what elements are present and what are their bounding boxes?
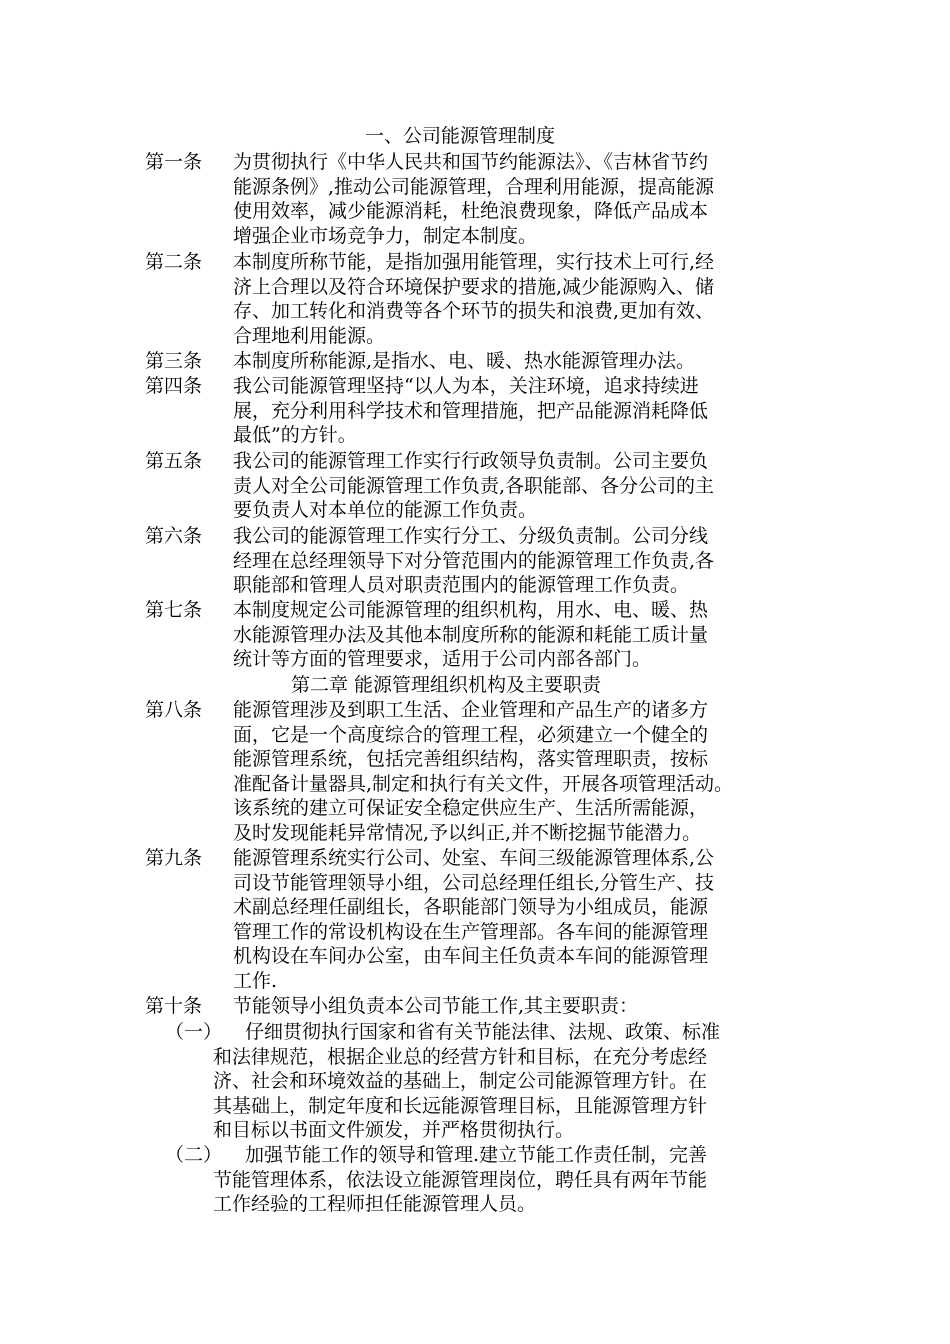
article-body bbox=[233, 994, 823, 1019]
article-label: 第十条 bbox=[145, 995, 203, 1017]
clause-line: 济、社会和环境效益的基础上，制定公司能源管理方针。在 bbox=[213, 1070, 708, 1092]
clause-label: （二） bbox=[165, 1144, 223, 1166]
article-line: 本制度规定公司能源管理的组织机构，用水、电、暖、热 bbox=[233, 599, 709, 621]
article-label: 第二条 bbox=[145, 251, 203, 273]
article-line: 该系统的建立可保证安全稳定供应生产、生活所需能源， bbox=[233, 797, 709, 819]
article-line: 能源管理系统实行公司、处室、车间三级能源管理体系,公 bbox=[233, 847, 715, 869]
article-line: 职能部和管理人员对职责范围内的能源管理工作负责。 bbox=[233, 574, 690, 596]
article-body bbox=[233, 150, 823, 248]
clause-line: 节能管理体系，依法设立能源管理岗位，聘任具有两年节能 bbox=[213, 1168, 708, 1191]
article-line: 水能源管理办法及其他本制度所称的能源和耗能工质计量 bbox=[233, 623, 709, 646]
clause-line: 仔细贯彻执行国家和省有关节能法律、法规、政策、标准 bbox=[245, 1021, 721, 1043]
article-label: 第四条 bbox=[145, 375, 203, 397]
article-body bbox=[233, 524, 823, 598]
article-line: 我公司的能源管理工作实行分工、分级负责制。公司分线 bbox=[233, 525, 709, 547]
clause-line: 和目标以书面文件颁发，并严格贯彻执行。 bbox=[213, 1119, 575, 1141]
article-line: 统计等方面的管理要求，适用于公司内部各部门。 bbox=[233, 648, 652, 670]
article-line: 经理在总经理领导下对分管范围内的能源管理工作负责,各 bbox=[233, 549, 715, 572]
article-label: 第七条 bbox=[145, 599, 203, 621]
clause-line: 和法律规范，根据企业总的经营方针和目标，在充分考虑经 bbox=[213, 1045, 708, 1068]
article-line: 面，它是一个高度综合的管理工程，必须建立一个健全的 bbox=[233, 723, 709, 746]
article-label: 第一条 bbox=[145, 151, 203, 173]
article-line: 合理地利用能源。 bbox=[233, 324, 386, 347]
article-line: 我公司能源管理坚持“以人为本，关注环境，追求持续进 bbox=[233, 375, 699, 397]
article-line: 司设节能管理领导小组，公司总经理任组长,分管生产、技 bbox=[233, 871, 715, 894]
article-line: 本制度所称能源,是指水、电、暖、热水能源管理办法。 bbox=[233, 350, 696, 372]
article-line: 责人对全公司能源管理工作负责,各职能部、各分公司的主 bbox=[233, 474, 715, 497]
article-line: 节能领导小组负责本公司节能工作,其主要职责： bbox=[233, 995, 639, 1017]
article-line: 增强企业市场竞争力，制定本制度。 bbox=[233, 224, 538, 247]
clause-body bbox=[213, 1143, 823, 1217]
article-line: 为贯彻执行《中华人民共和国节约能源法》、《吉林省节约 bbox=[233, 151, 709, 173]
article-body bbox=[233, 374, 823, 448]
article-line: 管理工作的常设机构设在生产管理部。各车间的能源管理 bbox=[233, 920, 709, 943]
article-line: 机构设在车间办公室，由车间主任负责本车间的能源管理 bbox=[233, 945, 709, 967]
article-body bbox=[233, 250, 823, 348]
clause-line: 工作经验的工程师担任能源管理人员。 bbox=[213, 1193, 537, 1215]
article-label: 第八条 bbox=[145, 699, 203, 721]
article-line: 术副总经理任副组长，各职能部门领导为小组成员，能源 bbox=[233, 896, 709, 918]
article-body bbox=[233, 846, 823, 993]
article-line: 存、加工转化和消费等各个环节的损失和浪费,更加有效、 bbox=[233, 300, 715, 322]
clause-label: （一） bbox=[165, 1021, 223, 1043]
article-line: 能源管理系统，包括完善组织结构，落实管理职责，按标 bbox=[233, 748, 709, 770]
article-body bbox=[233, 698, 823, 845]
article-body bbox=[233, 449, 823, 523]
article-line: 展，充分利用科学技术和管理措施，把产品能源消耗降低 bbox=[233, 399, 709, 422]
article-body bbox=[233, 598, 823, 672]
article-line: 使用效率，减少能源消耗，杜绝浪费现象，降低产品成本 bbox=[233, 200, 709, 222]
article-label: 第五条 bbox=[145, 450, 203, 472]
article-line: 能源管理涉及到职工生活、企业管理和产品生产的诸多方 bbox=[233, 699, 709, 721]
article-line: 工作. bbox=[233, 969, 278, 992]
article-line: 我公司的能源管理工作实行行政领导负责制。公司主要负 bbox=[233, 450, 709, 472]
article-label: 第九条 bbox=[145, 847, 203, 869]
article-line: 最低”的方针。 bbox=[233, 424, 357, 446]
clause-line: 其基础上，制定年度和长远能源管理目标，且能源管理方针 bbox=[213, 1094, 708, 1117]
article-line: 本制度所称节能，是指加强用能管理，实行技术上可行,经 bbox=[233, 251, 715, 273]
document-title: 一、公司能源管理制度 bbox=[365, 125, 556, 147]
article-line: 济上合理以及符合环境保护要求的措施,减少能源购入、储 bbox=[233, 275, 715, 298]
article-label: 第六条 bbox=[145, 525, 203, 547]
chapter-heading: 第二章 能源管理组织机构及主要职责 bbox=[291, 674, 602, 696]
article-body bbox=[233, 349, 823, 374]
article-line: 及时发现能耗异常情况,予以纠正,并不断挖掘节能潜力。 bbox=[233, 821, 702, 844]
article-line: 能源条例》,推动公司能源管理，合理利用能源，提高能源 bbox=[233, 175, 715, 198]
clause-line: 加强节能工作的领导和管理.建立节能工作责任制，完善 bbox=[245, 1144, 708, 1166]
clause-body bbox=[213, 1020, 823, 1143]
article-label: 第三条 bbox=[145, 350, 203, 372]
article-line: 要负责人对本单位的能源工作负责。 bbox=[233, 499, 538, 521]
article-line: 准配备计量器具,制定和执行有关文件，开展各项管理活动。 bbox=[233, 772, 734, 795]
